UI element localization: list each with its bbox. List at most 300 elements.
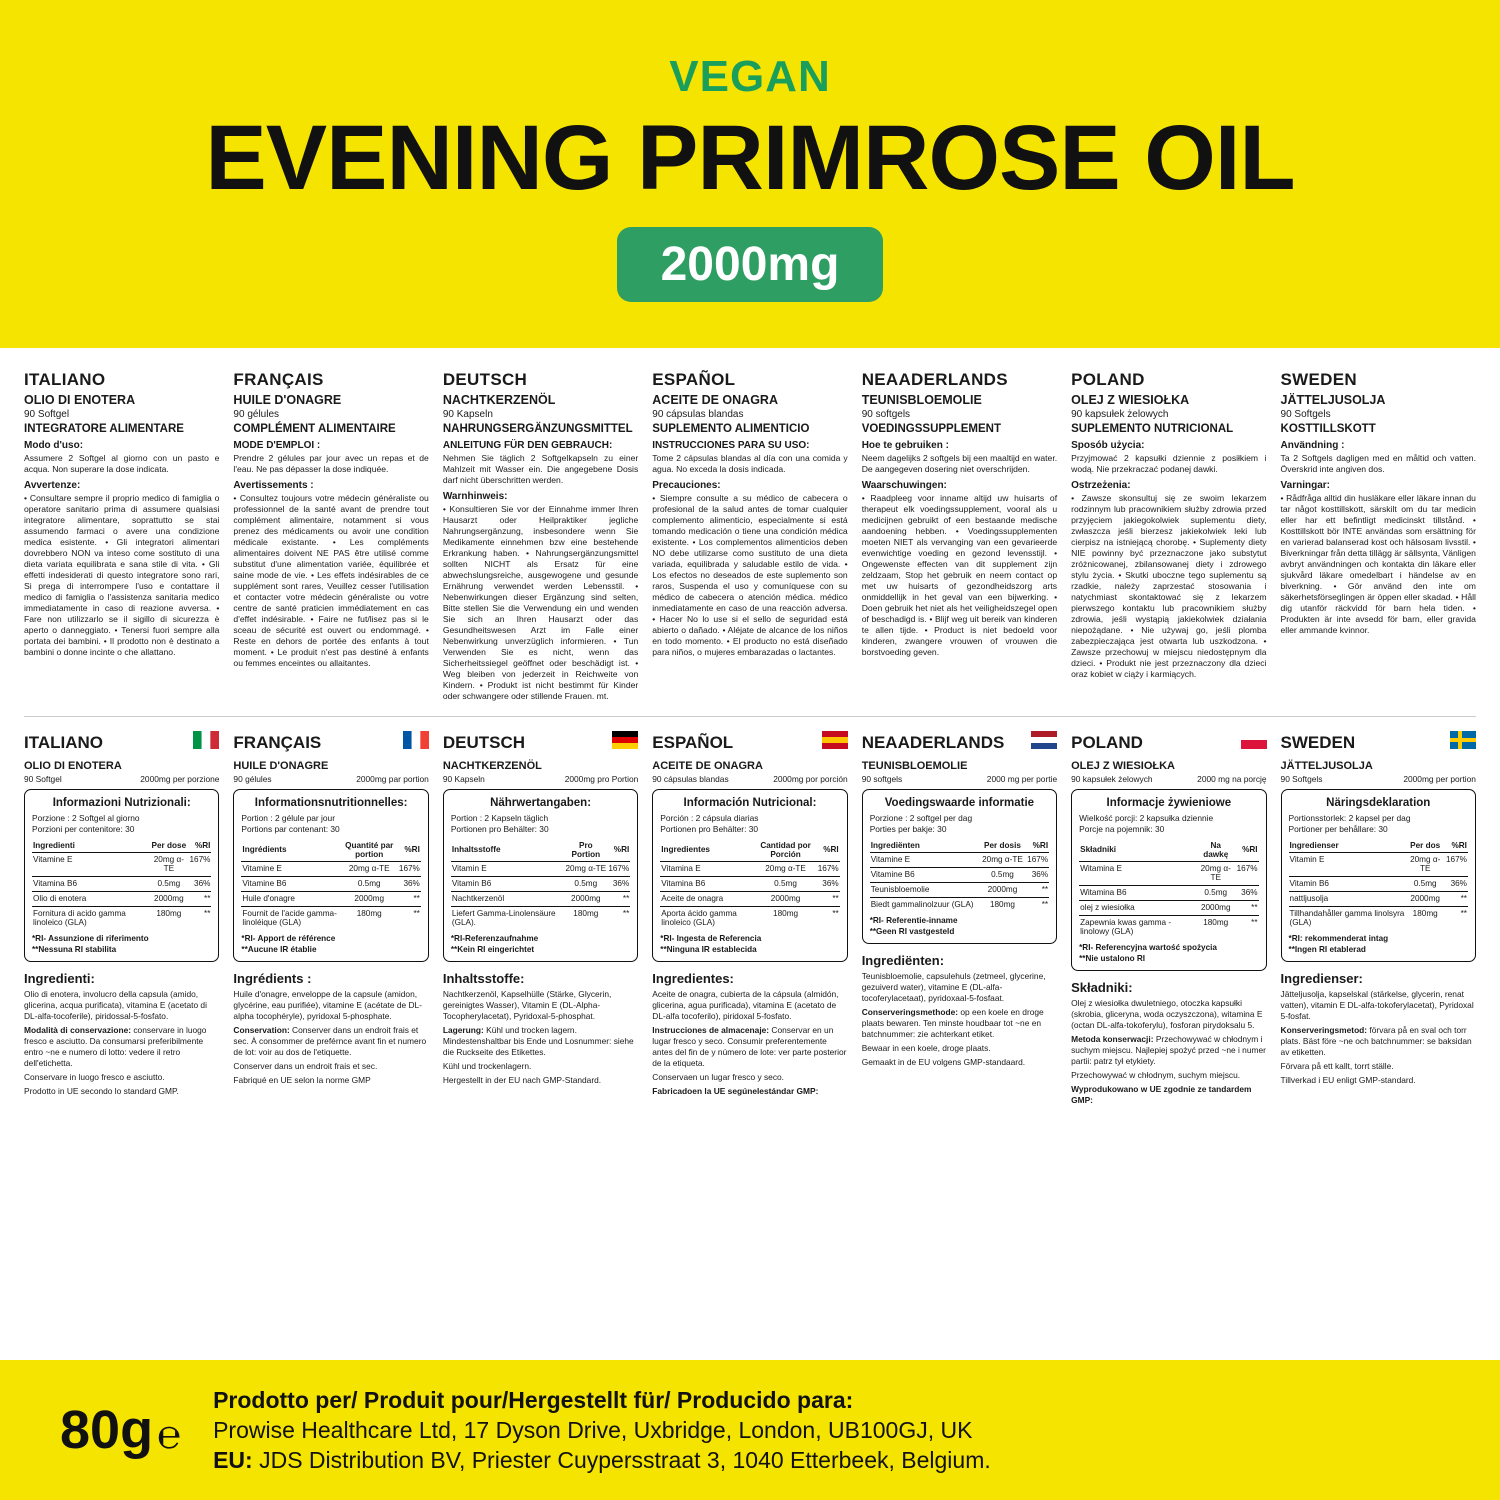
table-row <box>1289 891 1468 906</box>
ingredient-amount: 20mg α-TE <box>149 852 188 876</box>
nutrition-column <box>24 731 219 1105</box>
per-portion: 2000 mg na porcję <box>1197 774 1267 784</box>
product-name: ACEITE DE ONAGRA <box>652 760 763 772</box>
ingredient-amount: 180mg <box>1412 909 1438 919</box>
table-row <box>451 876 630 891</box>
language-heading: ESPAÑOL <box>652 370 736 389</box>
ingredient-amount: 180mg <box>773 909 799 919</box>
nutrition-panel <box>652 789 847 962</box>
table-row <box>1289 906 1468 930</box>
ingredient-ri: 167% <box>1025 852 1049 867</box>
ingredient-amount: 2000mg <box>1405 891 1445 906</box>
ingredient-name: Biedt gammalinolzuur (GLA) <box>870 900 974 910</box>
eu-address: JDS Distribution BV, Priester Cuypersstraat 3, 1040 Etterbeek, Belgium. <box>252 1446 991 1473</box>
serving-info: Portion : 2 gélule par jour Portions par contenant: 30 <box>241 813 340 834</box>
label-footer <box>0 1360 1500 1500</box>
ingredients-title: Składniki: <box>1071 980 1133 996</box>
language-heading: ITALIANO <box>24 370 106 389</box>
serving-info: Portionsstorlek: 2 kapsel per dag Portioner per behållare: 30 <box>1288 813 1411 834</box>
unit-count: 90 Softgels <box>1280 774 1323 784</box>
ingredient-name: Fournit de l'acide gamma-linoléique (GLA) <box>242 909 337 928</box>
storage-note: Hergestellt in der EU nach GMP-Standard. <box>442 1074 602 1085</box>
per-portion: 2000mg por porción <box>773 774 848 784</box>
storage-note: Förvara på ett kallt, torrt ställe. <box>1280 1060 1394 1071</box>
product-name: NACHTKERZENÖL <box>442 393 556 407</box>
ingredient-name: Aceite de onagra <box>660 891 754 906</box>
col-ingredient: Inhaltsstoffe <box>451 839 564 862</box>
ingredient-amount: 180mg <box>356 909 382 919</box>
ingredient-name: Teunisbloemolie <box>870 882 980 897</box>
ingredient-name: Olio di enotera <box>32 891 149 906</box>
estimate-sign: ℮ <box>157 1413 182 1457</box>
ingredient-amount: 20mg α-TE <box>564 861 607 876</box>
ingredient-ri: 36% <box>607 876 630 891</box>
directions-columns <box>0 348 1500 702</box>
supplement-type: VOEDINGSSUPPLEMENT <box>861 423 1001 435</box>
ingredients-text: Olio di enotera, involucro della capsula (amido, glicerina, acqua purificata), vitamina E (acetato di DL-alfa-tocoferile), piridossal-5-fosfato. <box>24 989 207 1021</box>
unit-count: 90 cápsulas blandas <box>652 409 744 420</box>
table-row <box>660 891 839 906</box>
language-heading: POLAND <box>1071 732 1143 752</box>
storage-note: Conserver dans un endroit frais et sec. <box>233 1060 378 1071</box>
ingredient-amount: 0.5mg <box>1196 885 1236 900</box>
serving-info: Porción : 2 cápsula diarias Portionen pro Behälter: 30 <box>660 813 759 834</box>
ingredient-amount: 20mg α-TE <box>1405 852 1445 876</box>
ingredient-amount: 0.5mg <box>980 867 1025 882</box>
warnings-title: Ostrzeżenia: <box>1071 480 1131 491</box>
directions-text: Prendre 2 gélules par jour avec un repas et de l'eau. Ne pas dépasser la dose indiquée. <box>233 453 429 474</box>
col-amount: Na dawkę <box>1196 839 1236 862</box>
col-amount: Cantidad por Porción <box>754 839 816 862</box>
per-portion: 2000mg per porzione <box>140 774 220 784</box>
nutrition-column <box>1071 731 1266 1105</box>
col-ingredient: Ingredienti <box>32 839 149 853</box>
nutrition-table <box>870 839 1049 912</box>
ingredient-ri: ** <box>832 909 839 919</box>
table-header-row <box>870 839 1049 853</box>
ingredient-ri: ** <box>1251 918 1258 928</box>
ingredients-text: Olej z wiesiołka dwuletniego, otoczka kapsułki (skrobia, gliceryna, woda oczyszczona), witamina E (octan DL-alfa-tokoferylu), fosforan pirydoksalu 5. <box>1071 998 1263 1030</box>
per-portion: 2000mg par portion <box>356 774 429 784</box>
warnings-text: • Consultare sempre il proprio medico di famiglia o operatore sanitario prima di assumere qualsiasi integratore alimentare, soprattutto se stai assumendo farmaci o avere una condizione medica esistente. • Gli integratori alimentari dovrebbero NON va inteso come sostituto di una dieta variata equilibrata e sana stile di vita. • Gli effetti indesiderati di questo integratore sono rari, Si prega di interrompere l'uso e contattare il medico di famiglia o l'assistenza sanitaria medico immediatamente in caso di reazione avversa. • Fare non utilizzarlo se il sigillo di sicurezza è aperto o danneggiato. • Tenersi fuori sempre alla portata dei bambini. • Il prodotto non è destinato a bambini o donne incinte o che allattano. <box>24 493 220 657</box>
nutrition-panel <box>24 789 219 962</box>
col-ingredient: Składniki <box>1079 839 1196 862</box>
manufacturer-block <box>213 1387 991 1474</box>
table-row <box>660 906 839 930</box>
italy-flag <box>193 731 219 754</box>
ingredient-name: Vitamina E <box>660 861 754 876</box>
nutrition-header <box>1281 731 1476 754</box>
table-header-row <box>241 839 420 862</box>
table-header-row <box>451 839 630 862</box>
product-name: HUILE D'ONAGRE <box>233 760 329 772</box>
language-heading: ESPAÑOL <box>652 732 734 752</box>
language-heading: DEUTSCH <box>442 370 528 389</box>
col-ingredient: Ingredienser <box>1289 839 1406 853</box>
unit-count: 90 gélules <box>233 409 280 420</box>
eu-label: EU: <box>213 1446 253 1473</box>
net-weight-value: 80g <box>60 1400 154 1460</box>
ingredient-ri: 36% <box>1445 876 1468 891</box>
language-heading: SWEDEN <box>1280 732 1356 752</box>
directions-title: ANLEITUNG FÜR DEN GEBRAUCH: <box>442 440 613 451</box>
col-ri: %RI <box>1236 839 1259 862</box>
ingredient-name: Vitamine E <box>241 861 340 876</box>
ingredient-ri: 36% <box>398 876 421 891</box>
ingredients-text: Huile d'onagre, enveloppe de la capsule (amidon, glycérine, eau purifiée), vitamine E (acétate de DL-alpha tocophéryle), pyridoxal 5-phosphate. <box>233 989 422 1021</box>
storage-note: Modalità di conservazione: conservare in luogo fresco e asciutto. Da consumarsi preferibilmente entro ~ne e numero di lotto: vedere il retro dell'etichetta. <box>24 1024 207 1068</box>
col-ingredient: Ingrédients <box>241 839 340 862</box>
unit-count: 90 gélules <box>233 774 272 784</box>
ingredient-name: Vitamin B6 <box>451 876 564 891</box>
nutrition-footnotes: *RI: rekommenderat intag **Ingen RI etablerad <box>1288 933 1389 954</box>
unit-count: 90 Kapseln <box>442 774 485 784</box>
pack-meta <box>862 774 1057 784</box>
supplement-type: SUPLEMENTO ALIMENTICIO <box>652 423 810 435</box>
ingredient-ri: ** <box>204 909 211 919</box>
directions-column <box>24 370 219 702</box>
warnings-title: Varningar: <box>1280 480 1330 491</box>
ingredient-name: Zapewnia kwas gamma -linolowy (GLA) <box>1080 918 1172 937</box>
directions-title: Modo d'uso: <box>24 440 84 451</box>
unit-count: 90 Softgel <box>24 774 62 784</box>
language-heading: POLAND <box>1071 370 1145 389</box>
nutrition-column <box>862 731 1057 1105</box>
ingredient-name: Tillhandahåller gamma linolsyra (GLA) <box>1289 909 1405 928</box>
product-name: HUILE D'ONAGRE <box>233 393 342 407</box>
table-row <box>870 882 1049 897</box>
directions-text: Nehmen Sie täglich 2 Softgelkapseln zu einer Mahlzeit mit Wasser ein. Die angegebene Dosis darf nicht überschritten werden. <box>442 453 639 485</box>
ingredient-name: Vitamine E <box>32 852 149 876</box>
supplement-type: SUPLEMENTO NUTRICIONAL <box>1071 423 1234 435</box>
directions-column <box>1281 370 1476 702</box>
ingredient-amount: 20mg α-TE <box>341 861 398 876</box>
language-heading: NEAADERLANDS <box>861 370 1008 389</box>
storage-note: Conservare in luogo fresco e asciutto. <box>24 1071 165 1082</box>
ingredient-ri: 167% <box>1236 861 1259 885</box>
col-ri: %RI <box>398 839 421 862</box>
serving-info: Porzione : 2 Softgel al giorno Porzioni per contenitore: 30 <box>32 813 140 834</box>
language-heading: DEUTSCH <box>442 732 526 752</box>
nutrition-panel <box>443 789 638 962</box>
ingredient-amount: 0.5mg <box>1405 876 1445 891</box>
col-amount: Quantité par portion <box>341 839 398 862</box>
table-row <box>660 876 839 891</box>
ingredient-amount: 2000mg <box>1196 900 1236 915</box>
net-weight <box>60 1399 181 1461</box>
nutrition-header <box>862 731 1057 754</box>
ingredient-name: Vitamin E <box>451 861 564 876</box>
supplement-type: INTEGRATORE ALIMENTARE <box>24 423 184 435</box>
directions-title: Sposób użycia: <box>1071 440 1145 451</box>
table-row <box>32 906 211 930</box>
product-name: TEUNISBLOEMOLIE <box>861 393 982 407</box>
ingredient-amount: 20mg α-TE <box>1196 861 1236 885</box>
directions-text: Przyjmować 2 kapsułki dziennie z posiłkiem i wodą. Nie przekraczać podanej dawki. <box>1071 453 1267 474</box>
nutrition-table <box>660 839 839 930</box>
table-row <box>660 861 839 876</box>
directions-column <box>1071 370 1266 702</box>
table-row <box>32 876 211 891</box>
warnings-text: • Zawsze skonsultuj się ze swoim lekarzem rodzinnym lub pracownikiem służby zdrowia przed przyjęciem jakiegokolwiek suplementu diety, zwłaszcza jeśli bierzesz jakiekolwiek leki lub cierpisz na istniejącą chorobę. • Suplementy diety NIE powinny być przeznaczone jako substytut zróżnicowanej, zbilansowanej diety i zdrowego stylu życia. • Skutki uboczne tego suplementu są rzadkie, należy zaprzestać stosowania i natychmiast skontaktować się z lekarzem pierwszego kontaktu lub pracownikiem służby zdrowia, jeśli wystąpią jakiekolwiek działania niepożądane. • Nie używaj go, jeśli plomba zabezpieczająca jest otwarta lub uszkodzona. • Zawsze przechowuj w miejscu niedostępnym dla dzieci. • Produkt nie jest przeznaczony dla dzieci oraz kobiet w ciąży i karmiących. <box>1071 493 1267 679</box>
ingredient-ri: 167% <box>188 852 211 876</box>
table-row <box>1079 915 1258 939</box>
table-header-row <box>32 839 211 853</box>
ingredient-ri: 167% <box>607 861 630 876</box>
ingredient-amount: 2000mg <box>149 891 188 906</box>
poland-flag <box>1241 731 1267 754</box>
ingredient-name: Vitamina B6 <box>32 876 149 891</box>
nutrition-header <box>652 731 847 754</box>
storage-note: Conservaen un lugar fresco y seco. <box>652 1071 785 1082</box>
product-title: EVENING PRIMROSE OIL <box>205 107 1295 209</box>
col-ri: %RI <box>817 839 840 862</box>
ingredient-ri: ** <box>1025 882 1049 897</box>
table-row <box>1079 885 1258 900</box>
ingredient-name: Vitamine B6 <box>241 876 340 891</box>
nutrition-columns <box>0 717 1500 1105</box>
ingredients-title: Ingredientes: <box>652 971 734 987</box>
nutrition-panel-title: Informationsnutritionnelles: <box>254 797 408 809</box>
warnings-text: • Rådfråga alltid din husläkare eller läkare innan du tar något kosttillskott, särskilt om du tar medicin eller har ett befintligt medicinskt tillstånd. • Kosttillskott bör INTE användas som ersättning för en varierad balanserad kost och hälsosam livsstil. • Biverkningar från detta tillägg är sällsynta, Vänligen avbryt användningen och kontakta din läkare eller sjukvård läkare omedelbart i händelse av en biverkning. • Gör använd den inte om säkerhetsförseglingen är öppen eller skadad. • Håll dig utanför räckvidd för barn hela tiden. • Produkten är inte avsedd för barn, eller gravida eller ammande kvinnor. <box>1280 493 1476 635</box>
nutrition-table <box>241 839 420 930</box>
ingredient-ri: ** <box>1445 891 1468 906</box>
dosage-badge: 2000mg <box>617 227 884 302</box>
serving-info: Porzione : 2 softgel per dag Porties per bakje: 30 <box>869 813 973 834</box>
netherlands-flag <box>1031 731 1057 754</box>
unit-count: 90 kapsułek żelowych <box>1071 409 1169 420</box>
table-row <box>870 867 1049 882</box>
warnings-title: Warnhinweis: <box>442 491 508 502</box>
table-row <box>241 861 420 876</box>
table-row <box>1289 852 1468 876</box>
ingredient-amount: 180mg <box>1203 918 1229 928</box>
nutrition-footnotes: *RI- Assunzione di riferimento **Nessuna RI stabilita <box>32 933 149 954</box>
directions-title: Hoe te gebruiken : <box>861 440 949 451</box>
per-portion: 2000mg per portion <box>1403 774 1476 784</box>
ingredient-name: Liefert Gamma-Linolensäure (GLA). <box>451 909 556 928</box>
directions-text: Ta 2 Softgels dagligen med en måltid och vatten. Överskrid inte angiven dos. <box>1280 453 1476 474</box>
ingredient-ri: ** <box>1041 900 1049 910</box>
table-header-row <box>660 839 839 862</box>
spain-flag <box>822 731 848 754</box>
ingredient-amount: 2000mg <box>980 882 1025 897</box>
ingredients-text: Nachtkerzenöl, Kapselhülle (Stärke, Glycerin, gereinigtes Wasser), Vitamin E (DL-Alpha-Tocopherylacetat), Pyridoxal-5-phosphat. <box>442 989 612 1021</box>
nutrition-column <box>443 731 638 1105</box>
ingredient-name: Nachtkerzenöl <box>451 891 564 906</box>
directions-title: INSTRUCCIONES PARA SU USO: <box>652 440 810 451</box>
nutrition-header <box>443 731 638 754</box>
ingredient-amount: 0.5mg <box>149 876 188 891</box>
ingredient-name: Witamina E <box>1079 861 1196 885</box>
ingredient-ri: ** <box>607 891 630 906</box>
col-ri: %RI <box>1025 839 1049 853</box>
ingredient-name: olej z wiesiołka <box>1079 900 1196 915</box>
storage-note: Tillverkad i EU enligt GMP-standard. <box>1280 1074 1416 1085</box>
nutrition-header <box>1071 731 1266 754</box>
product-name: JÄTTELJUSOLJA <box>1280 760 1373 772</box>
product-name: OLEJ Z WIESIOŁKA <box>1071 760 1176 772</box>
storage-note: Fabriqué en UE selon la norme GMP <box>233 1074 371 1085</box>
made-for-label: Prodotto per/ Produit pour/Hergestellt für/ Producido para: <box>213 1386 854 1413</box>
storage-note: Gemaakt in de EU volgens GMP-standaard. <box>861 1056 1026 1067</box>
product-name: ACEITE DE ONAGRA <box>652 393 778 407</box>
col-ri: %RI <box>1445 839 1468 853</box>
directions-title: MODE D'EMPLOI : <box>233 440 321 451</box>
table-row <box>32 891 211 906</box>
language-heading: FRANÇAIS <box>233 370 324 389</box>
table-header-row <box>1289 839 1468 853</box>
storage-note: Kühl und trockenlagern. <box>442 1060 532 1071</box>
warnings-text: • Raadpleeg voor inname altijd uw huisarts of therapeut elk voedingssupplement, vooral als u medicijnen gebruikt of een bestaande medische aandoening hebben. • Voedingssupplementen moeten NIET als vervanging van een gevarieerde evenwichtige voeding en gezond levensstijl. • Ongewenste effecten van dit supplement zijn zeldzaam, Stop het gebruik en neem contact op met uw huisarts of gezondheidszorg arts onmiddellijk in het geval van een bijwerking. • Doen gebruik het niet als het veiligheidszegel open of beschadigd is. • Blijf weg uit bereik van kinderen te allen tijde. • Product is niet bedoeld voor kinderen, zwangere vrouwen of vrouwen die borstvoeding geven. <box>861 493 1058 657</box>
ingredient-ri: ** <box>817 891 840 906</box>
product-name: OLIO DI ENOTERA <box>24 393 136 407</box>
vegan-badge: VEGAN <box>669 52 831 101</box>
ingredient-name: Vitamin E <box>1289 852 1406 876</box>
nutrition-table <box>1079 839 1258 939</box>
language-heading: NEAADERLANDS <box>861 732 1005 752</box>
warnings-title: Avertissements : <box>233 480 314 491</box>
nutrition-panel <box>233 789 428 962</box>
language-heading: SWEDEN <box>1280 370 1357 389</box>
pack-meta <box>1071 774 1266 784</box>
ingredient-ri: ** <box>1460 909 1467 919</box>
ingredients-text: Aceite de onagra, cubierta de la cápsula (almidón, glicerina, agua purificada), vitamina E (acetato de DL-alfa tocoferilo), piridoxal 5-fosfato. <box>652 989 839 1021</box>
table-row <box>1079 861 1258 885</box>
sweden-flag <box>1450 731 1476 754</box>
unit-count: 90 softgels <box>861 409 911 420</box>
ingredient-amount: 0.5mg <box>341 876 398 891</box>
ingredient-name: Vitamine B6 <box>870 867 980 882</box>
directions-text: Neem dagelijks 2 softgels bij een maaltijd en water. De aangegeven dosering niet overschrijden. <box>861 453 1058 474</box>
nutrition-panel <box>1071 789 1266 971</box>
col-ingredient: Ingrediënten <box>870 839 980 853</box>
directions-column <box>233 370 428 702</box>
ingredients-text: Teunisbloemolie, capsulehuls (zetmeel, glycerine, gezuiverd water), vitamine E (DL-alfa-tocoferylacetaat), pyridoxaal-5-fosfaat. <box>861 971 1046 1003</box>
ingredient-name: nattljusolja <box>1289 891 1406 906</box>
ingredient-amount: 0.5mg <box>754 876 816 891</box>
storage-note: Konserveringsmetod: förvara på en sval och torr plats. Bäst före ~ne och batchnummer: se baksidan av etiketten. <box>1280 1024 1472 1057</box>
table-row <box>241 906 420 930</box>
per-portion: 2000mg pro Portion <box>564 774 639 784</box>
language-heading: FRANÇAIS <box>233 732 322 752</box>
table-row <box>870 897 1049 912</box>
storage-note: Instrucciones de almacenaje: Conservar en un lugar fresco y seco. Consumir preferentemente antes del fin de y número de lote: ver parte posterior de la etiqueta. <box>652 1024 847 1068</box>
directions-text: Tome 2 cápsulas blandas al día con una comida y agua. No exceda la dosis indicada. <box>652 453 848 474</box>
ingredient-amount: 2000mg <box>754 891 816 906</box>
nutrition-footnotes: *RI- Apport de référence **Aucune IR établie <box>241 933 336 954</box>
unit-count: 90 Softgels <box>1280 409 1331 420</box>
ingredient-name: Huile d'onagre <box>241 891 340 906</box>
nutrition-footnotes: *RI- Referentie-inname **Geen RI vastgesteld <box>869 915 958 936</box>
table-row <box>451 891 630 906</box>
nutrition-footnotes: *RI- Ingesta de Referencia **Ninguna IR establecida <box>660 933 762 954</box>
nutrition-table <box>451 839 630 930</box>
ingredient-ri: ** <box>622 909 630 919</box>
storage-note: Bewaar in een koele, droge plaats. <box>861 1042 991 1053</box>
supplement-type: COMPLÉMENT ALIMENTAIRE <box>233 423 396 435</box>
france-flag <box>403 731 429 754</box>
pack-meta <box>233 774 428 784</box>
col-amount: Per dos <box>1405 839 1445 853</box>
unit-count: 90 cápsulas blandas <box>652 774 729 784</box>
nutrition-panel-title: Nährwertangaben: <box>490 797 592 809</box>
nutrition-header <box>24 731 219 754</box>
nutrition-panel-title: Voedingswaarde informatie <box>884 797 1035 809</box>
nutrition-table <box>1289 839 1468 930</box>
unit-count: 90 Softgel <box>24 409 70 420</box>
ingredients-title: Inhaltsstoffe: <box>442 971 525 987</box>
table-row <box>32 852 211 876</box>
pack-meta <box>652 774 847 784</box>
ingredients-title: Ingredienser: <box>1280 971 1363 987</box>
ingredients-title: Ingrédients : <box>233 971 312 987</box>
directions-title: Användning : <box>1280 440 1345 451</box>
table-row <box>1289 876 1468 891</box>
storage-note: Prodotto in UE secondo lo standard GMP. <box>24 1085 179 1096</box>
supplement-type: KOSTTILLSKOTT <box>1280 423 1376 435</box>
pack-meta <box>1281 774 1476 784</box>
col-ingredient: Ingredientes <box>660 839 754 862</box>
nutrition-header <box>233 731 428 754</box>
table-row <box>451 861 630 876</box>
ingredient-ri: ** <box>1236 900 1259 915</box>
ingredient-ri: 36% <box>188 876 211 891</box>
per-portion: 2000 mg per portie <box>986 774 1058 784</box>
ingredient-amount: 2000mg <box>341 891 398 906</box>
eu-address-line <box>213 1447 991 1474</box>
storage-note: Przechowywać w chłodnym, suchym miejscu. <box>1071 1069 1241 1080</box>
warnings-title: Avvertenze: <box>24 480 81 491</box>
language-heading: ITALIANO <box>24 732 104 752</box>
product-name: OLIO DI ENOTERA <box>24 760 122 772</box>
nutrition-panel-title: Informazioni Nutrizionali: <box>52 797 191 809</box>
col-ri: %RI <box>607 839 630 862</box>
company-address: Prowise Healthcare Ltd, 17 Dyson Drive, Uxbridge, London, UB100GJ, UK <box>213 1416 973 1443</box>
unit-count: 90 softgels <box>861 774 903 784</box>
ingredient-ri: ** <box>413 909 420 919</box>
ingredient-ri: 167% <box>1445 852 1468 876</box>
table-row <box>241 876 420 891</box>
nutrition-panel-title: Näringsdeklaration <box>1326 797 1431 809</box>
product-name: OLEJ Z WIESIOŁKA <box>1071 393 1190 407</box>
ingredient-ri: 36% <box>1236 885 1259 900</box>
storage-note: Lagerung: Kühl und trocken lagern. Mindestenshaltbar bis Ende und Losnummer: siehe die Ruckseite des Etikettes. <box>442 1024 634 1057</box>
label-header <box>0 0 1500 348</box>
warnings-text: • Consultez toujours votre médecin généraliste ou professionnel de la santé avant de prendre tout complément alimentaire, notamment si vous prenez des médicaments ou avoir une condition médicale existante. • Les compléments alimentaires doivent NE PAS être utilisé comme substitut d'une alimentation variée, équilibrée et saine mode de vie. • Les effets indésirables de ce supplément sont rares, Veuillez cesser l'utilisation et contacter votre médecin généraliste ou votre centre de santé praticien immédiatement en cas d'effet indésirable. • Faire ne fut/lisez pas si le sceau de sécurité est ouvert ou endommagé. • Reste en dehors de portée des enfants à tout moment. • Le produit n'est pas destiné à enfants ou femmes enceintes ou allaitantes. <box>233 493 429 668</box>
directions-column <box>443 370 638 702</box>
ingredient-name: Witamina B6 <box>1079 885 1196 900</box>
ingredient-amount: 0.5mg <box>564 876 607 891</box>
unit-count: 90 kapsułek żelowych <box>1071 774 1153 784</box>
pack-meta <box>24 774 219 784</box>
ingredient-amount: 2000mg <box>564 891 607 906</box>
ingredient-amount: 20mg α-TE <box>980 852 1025 867</box>
warnings-text: • Siempre consulte a su médico de cabecera o profesional de la salud antes de tomar cualquier complemento alimenticio, especialmente si está tomando medicación o tiene una condición médica existente. • Los complementos alimenticios deben NO debe utilizarse como sustituto de una dieta variada, equilibrada y saludable estilo de vida. • Los efectos no deseados de este suplemento son raros, Suspenda el uso y comuníquese con su médico de cabecera o atención médica. médico inmediatamente en caso de una reacción adversa. • Hacer No lo use si el sello de seguridad está abierto o dañado. • Aléjate de alcance de los niños en todo momento. • El producto no está diseñado para niños, o mujeres embarazadas o lactantes. <box>652 493 848 657</box>
table-header-row <box>1079 839 1258 862</box>
nutrition-column <box>652 731 847 1105</box>
directions-text: Assumere 2 Softgel al giorno con un pasto e acqua. Non superare la dose indicata. <box>24 453 220 474</box>
ingredient-ri: ** <box>188 891 211 906</box>
storage-note: Metoda konserwacji: Przechowywać w chłodnym i suchym miejscu. Najlepiej spożyć przed ~ne i numer partii: patrz tył etykiety. <box>1071 1033 1266 1066</box>
nutrition-column <box>233 731 428 1105</box>
ingredient-ri: 36% <box>1025 867 1049 882</box>
storage-note: Conserveringsmethode: op een koele en droge plaats bewaren. Ten minste houdbaar tot ~ne en batchnummer: zie achterkant etiket. <box>861 1006 1044 1039</box>
table-row <box>241 891 420 906</box>
warnings-title: Precauciones: <box>652 480 721 491</box>
ingredient-name: Vitamin B6 <box>1289 876 1406 891</box>
nutrition-table <box>32 839 211 930</box>
